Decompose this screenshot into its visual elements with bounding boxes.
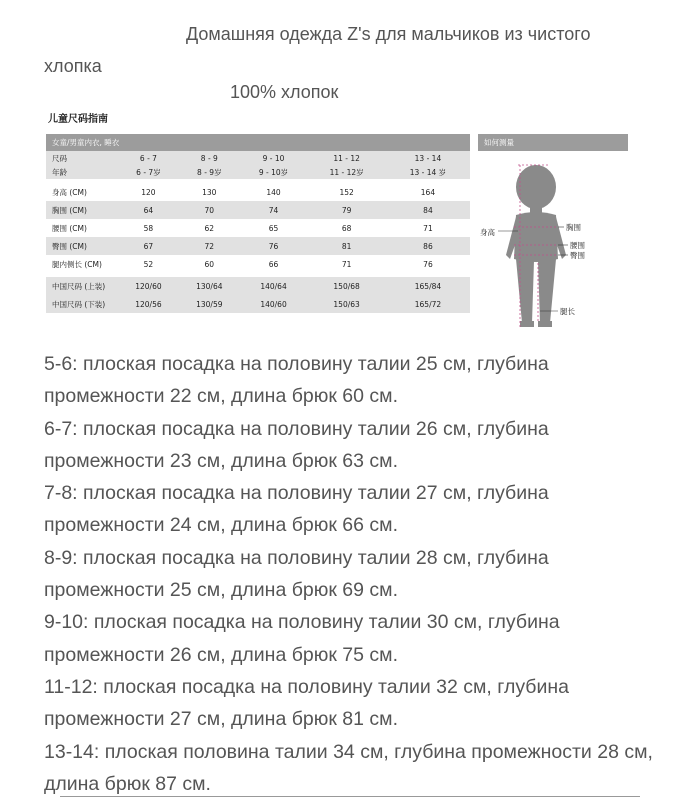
inseam-label: 腿长 (560, 307, 575, 316)
table-cell: 74 (240, 201, 308, 219)
table-cell: 11 - 12岁 (307, 165, 386, 179)
row-label: 中国尺码 (上装) (46, 277, 118, 295)
table-cell: 140/64 (240, 277, 308, 295)
waist-label: 腰围 (570, 241, 585, 250)
size-note: 13-14: плоская половина талии 34 см, глубина промежности 28 см, длина брюк 87 см. (44, 740, 653, 795)
measure-figure (478, 151, 628, 348)
row-label: 身高 (CM) (52, 187, 87, 197)
size-note: 9-10: плоская посадка на половину талии 30 см, глубина промежности 26 см, длина брюк 75 см. (44, 611, 560, 666)
table-row (46, 183, 470, 201)
table-row (46, 255, 470, 273)
row-label: 腿内侧长 (CM) (52, 259, 102, 269)
size-table (46, 134, 470, 313)
table-cell: 76 (423, 259, 433, 269)
table-cell: 65 (268, 223, 279, 233)
table-cell: 64 (118, 201, 179, 219)
table-cell: 120/56 (118, 295, 179, 313)
table-row (46, 277, 470, 295)
size-note: 11-12: плоская посадка на половину талии 32 см, глубина промежности 27 см, длина брюк 81 см. (44, 675, 569, 731)
table-cell: 152 (339, 187, 354, 197)
row-label: 尺码 (46, 151, 118, 165)
table-cell: 52 (143, 259, 154, 269)
row-label: 臀围 (CM) (46, 237, 118, 255)
table-cell: 62 (204, 223, 215, 233)
table-cell: 71 (423, 223, 433, 233)
table-row (46, 201, 470, 219)
table-cell: 130 (202, 187, 217, 197)
size-note: 6-7: плоская посадка на половину талии 26 см, глубина промежности 23 см, длина брюк 63 см. (44, 417, 549, 472)
table-cell: 11 - 12 (307, 151, 386, 165)
material-label: 100% хлопок (230, 82, 339, 102)
table-cell: 140 (266, 187, 281, 197)
table-cell: 120 (141, 187, 156, 197)
table-cell: 8 - 9 (179, 151, 240, 165)
child-silhouette-icon (478, 151, 628, 348)
row-label: 腰围 (CM) (52, 223, 87, 233)
table-cell: 70 (179, 201, 240, 219)
table-cell: 66 (268, 259, 279, 269)
size-note: 8-9: плоская посадка на половину талии 28 см, глубина промежности 25 см, длина брюк 69 см. (44, 546, 549, 602)
size-chart-title: 儿童尺码指南 (48, 114, 108, 125)
height-label: 身高 (480, 228, 495, 237)
hip-label: 臀围 (570, 251, 585, 260)
table-cell: 79 (307, 201, 386, 219)
table-cell: 150/63 (307, 295, 386, 313)
table-cell: 6 - 7 (118, 151, 179, 165)
size-notes-list (44, 348, 674, 800)
table-cell: 130/64 (179, 277, 240, 295)
table-cell: 84 (386, 201, 470, 219)
table-cell: 9 - 10 (240, 151, 308, 165)
table-cell: 165/84 (386, 277, 470, 295)
table-cell: 13 - 14 (386, 151, 470, 165)
measure-header: 如何测量 (478, 134, 628, 151)
size-table-header: 女童/男童内衣, 睡衣 (46, 134, 470, 151)
size-note: 7-8: плоская посадка на половину талии 27 см, глубина промежности 24 см, длина брюк 66 см. (44, 482, 549, 537)
table-cell: 58 (143, 223, 154, 233)
table-cell: 120/60 (118, 277, 179, 295)
table-cell: 8 - 9岁 (179, 165, 240, 179)
row-label: 中国尺码 (下装) (46, 295, 118, 313)
row-label: 年龄 (46, 165, 118, 179)
table-cell: 6 - 7岁 (118, 165, 179, 179)
table-cell: 165/72 (386, 295, 470, 313)
divider (60, 796, 640, 797)
size-chart (46, 134, 470, 313)
row-label: 胸围 (CM) (46, 201, 118, 219)
table-cell: 72 (179, 237, 240, 255)
size-note: 5-6: плоская посадка на половину талии 25 см, глубина промежности 22 см, длина брюк 60 см. (44, 353, 549, 408)
table-cell: 68 (341, 223, 352, 233)
table-cell: 130/59 (179, 295, 240, 313)
table-row (46, 219, 470, 237)
table-cell: 9 - 10岁 (240, 165, 308, 179)
table-cell: 60 (204, 259, 215, 269)
product-title: Домашняя одежда Z's для мальчиков из чистого хлопка (44, 24, 591, 76)
table-cell: 67 (118, 237, 179, 255)
measure-panel (478, 134, 628, 348)
table-cell: 13 - 14 岁 (386, 165, 470, 179)
table-row (46, 165, 470, 179)
table-cell: 164 (420, 187, 436, 197)
chest-label: 胸围 (566, 223, 581, 232)
table-cell: 71 (341, 259, 352, 269)
table-cell: 86 (386, 237, 470, 255)
table-cell: 76 (240, 237, 308, 255)
table-row (46, 295, 470, 313)
table-row (46, 151, 470, 165)
table-row (46, 237, 470, 255)
table-cell: 150/68 (307, 277, 386, 295)
table-cell: 81 (307, 237, 386, 255)
table-cell: 140/60 (240, 295, 308, 313)
